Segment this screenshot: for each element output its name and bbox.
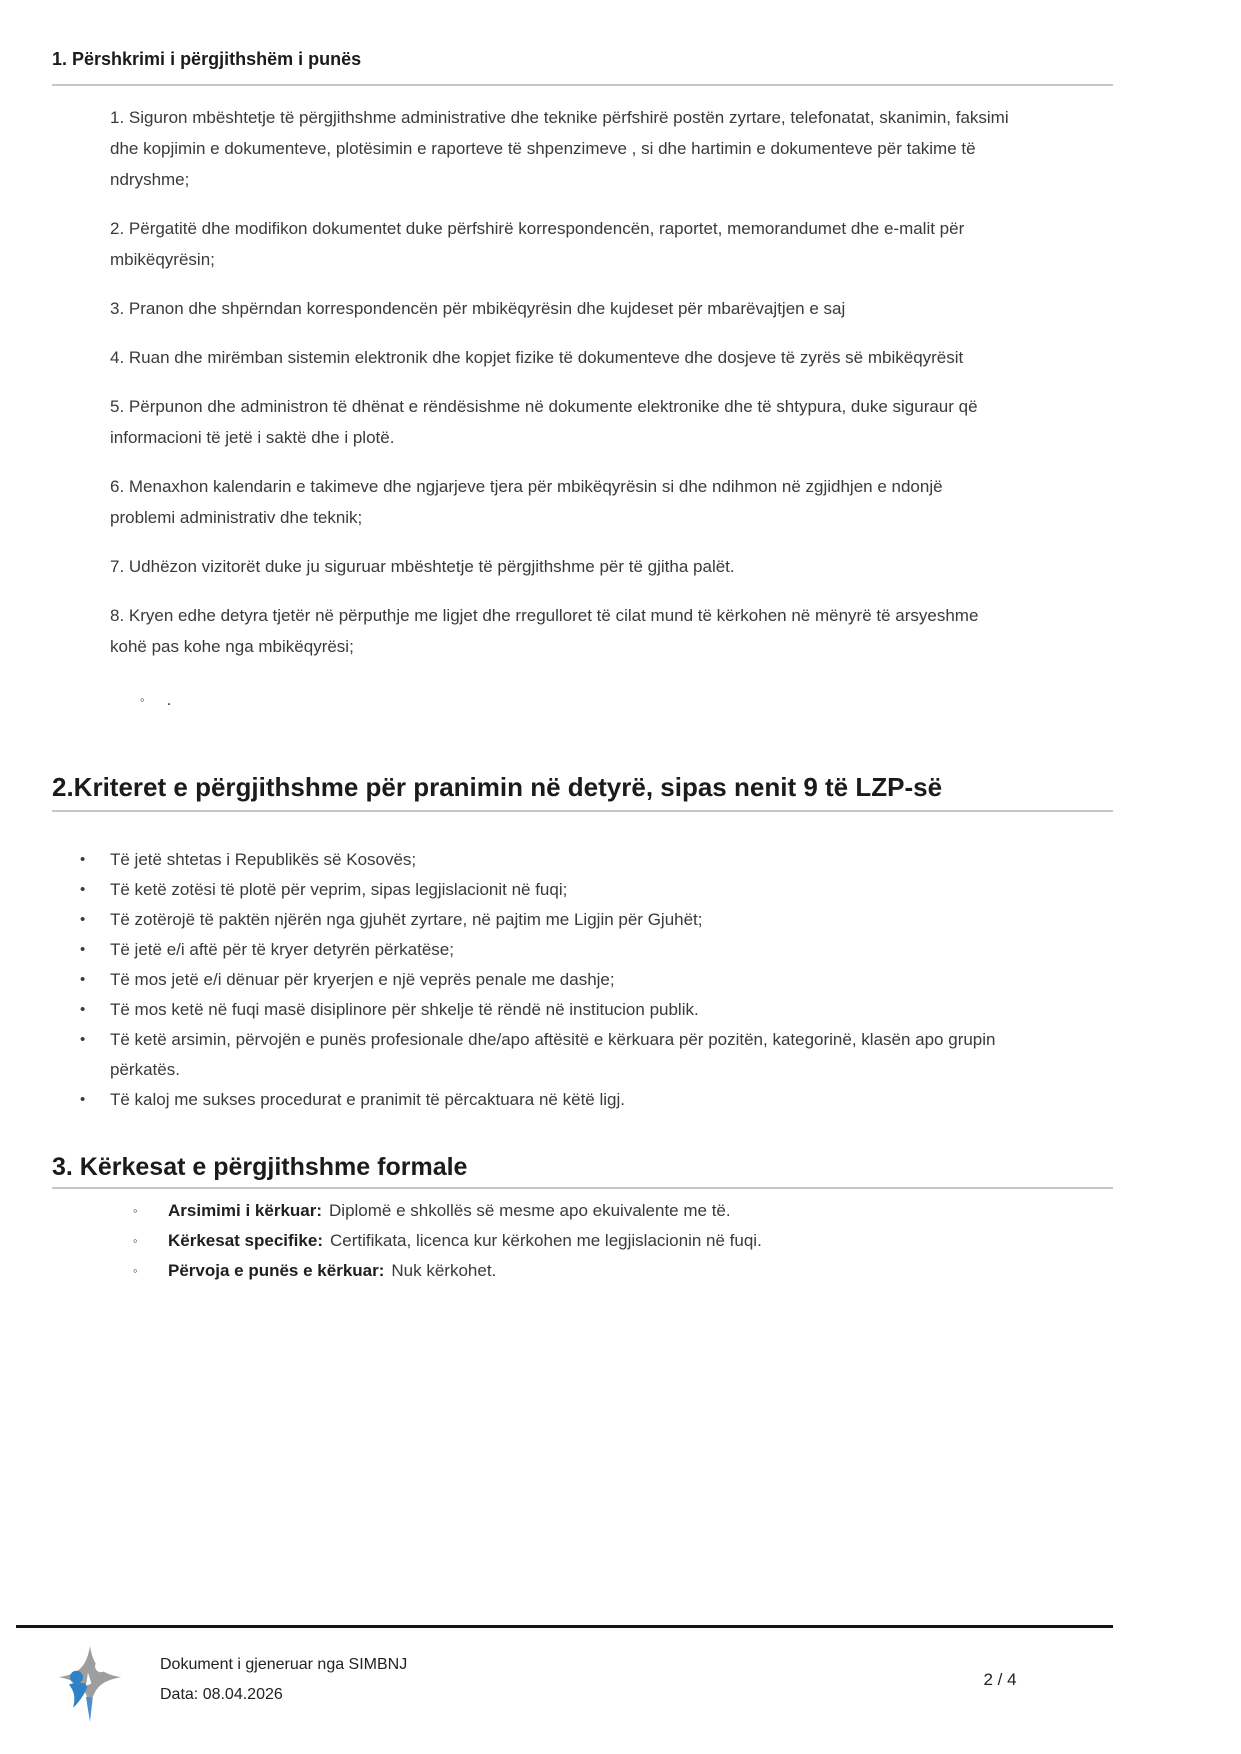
dot-bullet-icon: • [80,1091,86,1108]
dot-bullet-icon: • [80,911,86,928]
circle-bullet-icon: ◦ [140,691,145,707]
requirement-text [168,1226,762,1256]
criteria-item-text: Të ketë zotësi të plotë për veprim, sipas legjislacionit në fuqi; [110,880,568,899]
requirement-text [168,1256,496,1286]
criteria-item-text: Të jetë e/i aftë për të kryer detyrën përkatëse; [110,940,454,959]
requirement-label: Përvoja e punës e kërkuar: [168,1261,385,1280]
criteria-list [80,845,1015,1115]
requirement-value: Certifikata, licenca kur kërkohen me legjislacionin në fuqi. [329,1231,762,1250]
duty-paragraph: 4. Ruan dhe mirëmban sistemin elektronik dhe kopjet fizike të dokumenteve dhe dosjeve të zyrës së mbikëqyrësit [110,348,964,367]
empty-list-item [110,684,1010,715]
requirement-item [133,1226,1073,1256]
footer-generator-line: Dokument i gjeneruar nga SIMBNJ [160,1656,408,1673]
section-1-body [110,102,1010,715]
criteria-item [80,965,1015,995]
criteria-item [80,935,1015,965]
criteria-item [80,905,1015,935]
formal-requirements-list [133,1196,1073,1286]
page-number: 2 / 4 [983,1670,1017,1689]
simbnj-logo-icon [56,1644,124,1722]
requirement-value: Diplomë e shkollës së mesme apo ekuivalente me të. [329,1201,731,1220]
requirement-item [133,1256,1073,1286]
section-1-heading: 1. Përshkrimi i përgjithshëm i punës [52,46,1113,86]
criteria-item-text: Të mos ketë në fuqi masë disiplinore për shkelje të rëndë në institucion publik. [110,1000,699,1019]
duty-paragraph: 5. Përpunon dhe administron të dhënat e rëndësishme në dokumente elektronike dhe të shtypura, duke siguraur që informacioni të jetë i saktë dhe i plotë. [110,397,978,447]
criteria-item-text: Të zotërojë të paktën njërën nga gjuhët zyrtare, në pajtim me Ligjin për Gjuhët; [110,910,703,929]
circle-bullet-icon: ◦ [133,1263,138,1278]
duty-paragraph: 2. Përgatitë dhe modifikon dokumentet duke përfshirë korrespondencën, raportet, memorandumet dhe e-malit për mbikëqyrësin; [110,219,965,269]
criteria-item [80,1085,1015,1115]
criteria-item-text: Të jetë shtetas i Republikës së Kosovës; [110,850,417,869]
section-2-heading: 2.Kriteret e përgjithshme për pranimin në detyrë, sipas nenit 9 të LZP-së [52,770,1113,812]
requirement-text [168,1196,731,1226]
dot-bullet-icon: • [80,1001,86,1018]
footer-info [160,1650,407,1710]
duty-paragraph: 7. Udhëzon vizitorët duke ju siguruar mbështetje të përgjithshme për të gjitha palët. [110,557,735,576]
empty-list-item-text: . [166,690,172,709]
criteria-item-text: Të kaloj me sukses procedurat e pranimit të përcaktuara në këtë ligj. [110,1090,625,1109]
criteria-item-text: Të mos jetë e/i dënuar për kryerjen e një veprës penale me dashje; [110,970,615,989]
dot-bullet-icon: • [80,881,86,898]
duty-paragraph: 8. Kryen edhe detyra tjetër në përputhje me ligjet dhe rregulloret të cilat mund të kërkohen në mënyrë të arsyeshme kohë pas kohe nga mbikëqyrësi; [110,606,979,656]
criteria-item [80,845,1015,875]
circle-bullet-icon: ◦ [133,1233,138,1248]
criteria-item [80,875,1015,905]
footer-divider [16,1625,1113,1628]
duty-paragraph: 6. Menaxhon kalendarin e takimeve dhe ngjarjeve tjera për mbikëqyrësin si dhe ndihmon në zgjidhjen e ndonjë problemi administrativ dhe teknik; [110,477,943,527]
dot-bullet-icon: • [80,851,86,868]
duty-paragraph: 3. Pranon dhe shpërndan korrespondencën për mbikëqyrësin dhe kujdeset për mbarëvajtjen e saj [110,299,846,318]
section-3-heading: 3. Kërkesat e përgjithshme formale [52,1150,1113,1189]
footer-date-line: Data: 08.04.2026 [160,1686,283,1703]
requirement-item [133,1196,1073,1226]
dot-bullet-icon: • [80,941,86,958]
criteria-item [80,1025,1015,1085]
requirement-label: Arsimimi i kërkuar: [168,1201,323,1220]
criteria-item [80,995,1015,1025]
dot-bullet-icon: • [80,971,86,988]
requirement-label: Kërkesat specifike: [168,1231,323,1250]
criteria-item-text: Të ketë arsimin, përvojën e punës profesionale dhe/apo aftësitë e kërkuara për pozitën, kategorinë, klasën apo grupin përkatës. [110,1030,996,1079]
dot-bullet-icon: • [80,1031,86,1048]
circle-bullet-icon: ◦ [133,1203,138,1218]
duty-paragraph: 1. Siguron mbështetje të përgjithshme administrative dhe teknike përfshirë postën zyrtare, telefonatat, skanimin, faksimi dhe kopjimin e dokumenteve, plotësimin e raporteve të shpenzimeve , si dhe hartimin e dokumenteve për takime të ndryshme; [110,108,1009,189]
requirement-value: Nuk kërkohet. [391,1261,497,1280]
